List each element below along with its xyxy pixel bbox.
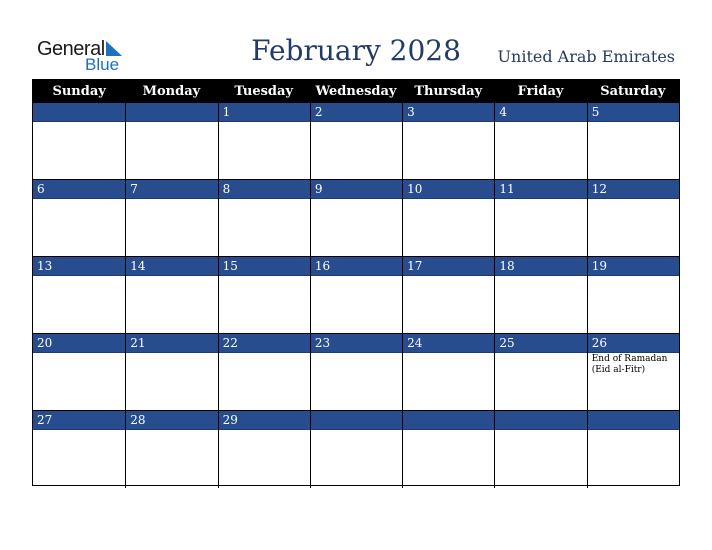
day-bar (219, 411, 310, 430)
day-bar (126, 103, 217, 122)
day-cell[interactable] (218, 411, 310, 488)
day-bar (403, 334, 494, 353)
day-number: 12 (591, 182, 607, 196)
day-cell[interactable] (587, 334, 679, 411)
week-row (33, 103, 679, 180)
logo-blue-text: Blue (85, 55, 120, 74)
day-number: 1 (222, 105, 231, 119)
row-divider (33, 333, 679, 334)
day-bar (403, 411, 494, 430)
weekday-tuesday: Tuesday (234, 84, 293, 99)
day-cell[interactable] (494, 180, 586, 257)
day-cell[interactable] (494, 103, 586, 180)
day-bar (588, 180, 679, 199)
weekday-friday: Friday (517, 84, 564, 99)
day-bar (126, 334, 217, 353)
day-cell[interactable] (33, 180, 125, 257)
day-cell[interactable] (402, 411, 494, 488)
day-cell[interactable] (402, 257, 494, 334)
day-number: 7 (130, 182, 138, 196)
weekday-sunday: Sunday (52, 84, 106, 99)
day-number: 6 (37, 182, 45, 196)
day-cell[interactable] (587, 103, 679, 180)
day-cell[interactable] (587, 180, 679, 257)
day-bar (219, 180, 310, 199)
day-bar (311, 411, 402, 430)
day-cell[interactable] (587, 257, 679, 334)
day-cell[interactable] (33, 103, 125, 180)
day-cell[interactable] (125, 334, 217, 411)
row-divider (33, 410, 679, 411)
day-bar (588, 257, 679, 276)
day-cell[interactable] (33, 257, 125, 334)
day-bar (495, 103, 586, 122)
day-cell[interactable] (494, 257, 586, 334)
day-cell[interactable] (310, 334, 402, 411)
day-cell[interactable] (125, 411, 217, 488)
day-cell[interactable] (218, 103, 310, 180)
day-bar (311, 180, 402, 199)
day-bar (588, 411, 679, 430)
week-row (33, 411, 679, 488)
day-number: 18 (499, 259, 515, 273)
day-cell[interactable] (125, 257, 217, 334)
day-number: 24 (407, 336, 423, 350)
day-number: 3 (407, 105, 415, 119)
day-bar (495, 257, 586, 276)
day-bar (219, 257, 310, 276)
day-bar (495, 411, 586, 430)
page-title: February 2028 (251, 34, 461, 67)
day-cell[interactable] (310, 180, 402, 257)
day-bar (588, 334, 679, 353)
day-number: 5 (591, 105, 600, 119)
day-number: 15 (222, 259, 238, 273)
day-number: 28 (130, 413, 146, 427)
calendar-grid (32, 79, 680, 486)
day-cell[interactable] (310, 103, 402, 180)
day-number: 27 (37, 413, 53, 427)
weekday-header-row (33, 80, 679, 103)
weekday-wednesday: Wednesday (315, 84, 397, 99)
day-number: 20 (37, 336, 53, 350)
weekday-thursday: Thursday (414, 84, 483, 99)
day-bar (33, 334, 125, 353)
day-cell[interactable] (33, 334, 125, 411)
day-cell[interactable] (494, 334, 586, 411)
day-cell[interactable] (33, 411, 125, 488)
day-bar (588, 103, 679, 122)
day-bar (33, 411, 125, 430)
day-bar (219, 103, 310, 122)
day-cell[interactable] (494, 411, 586, 488)
holiday-label: End of Ramadan (Eid al-Fitr) (591, 354, 668, 375)
day-number: 11 (499, 182, 515, 196)
day-bar (126, 180, 217, 199)
day-bar (311, 257, 402, 276)
day-number: 2 (314, 105, 323, 119)
day-cell[interactable] (402, 180, 494, 257)
day-bar (126, 411, 217, 430)
week-row (33, 180, 679, 257)
day-bar (403, 257, 494, 276)
day-cell[interactable] (218, 180, 310, 257)
day-number: 21 (130, 336, 146, 350)
weekday-monday: Monday (142, 84, 201, 99)
day-number: 16 (314, 259, 331, 273)
week-row (33, 334, 679, 411)
day-number: 14 (130, 259, 146, 273)
country-label: United Arab Emirates (497, 47, 675, 66)
day-number: 29 (222, 413, 238, 427)
day-number: 9 (314, 182, 323, 196)
day-bar (311, 334, 402, 353)
day-bar (495, 180, 586, 199)
day-bar (33, 103, 125, 122)
day-bar (33, 180, 125, 199)
day-bar (126, 257, 217, 276)
day-cell[interactable] (125, 180, 217, 257)
day-bar (311, 103, 402, 122)
day-number: 19 (591, 259, 607, 273)
day-number: 17 (407, 259, 423, 273)
day-number: 25 (499, 336, 515, 350)
day-cell[interactable] (125, 103, 217, 180)
day-number: 10 (407, 182, 423, 196)
row-divider (33, 179, 679, 180)
day-cell[interactable] (402, 103, 494, 180)
day-number: 8 (222, 182, 231, 196)
day-cell[interactable] (310, 257, 402, 334)
day-number: 23 (314, 336, 331, 350)
row-divider (33, 256, 679, 257)
week-row (33, 257, 679, 334)
day-bar (403, 180, 494, 199)
day-number: 13 (37, 259, 53, 273)
day-number: 22 (222, 336, 238, 350)
day-number: 26 (591, 336, 607, 350)
day-cell[interactable] (218, 257, 310, 334)
day-bar (403, 103, 494, 122)
day-cell[interactable] (310, 411, 402, 488)
day-bar (495, 334, 586, 353)
day-bar (219, 334, 310, 353)
logo-general-text: General (37, 38, 105, 60)
day-cell[interactable] (587, 411, 679, 488)
day-cell[interactable] (402, 334, 494, 411)
day-number: 4 (499, 105, 508, 119)
weekday-saturday: Saturday (600, 84, 666, 99)
day-cell[interactable] (218, 334, 310, 411)
day-bar (33, 257, 125, 276)
